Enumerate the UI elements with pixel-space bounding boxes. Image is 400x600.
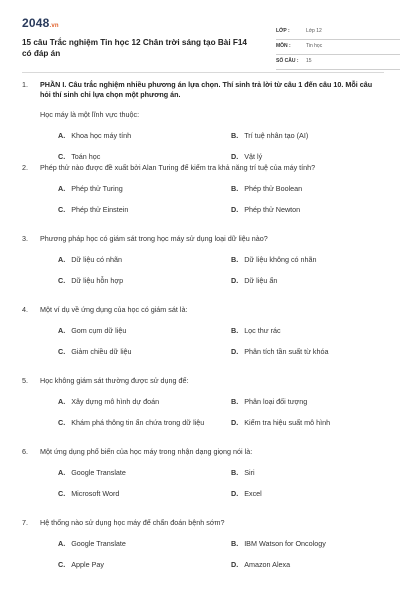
question-3 (22, 234, 384, 305)
option-text: Toán học (71, 152, 101, 161)
option-letter: C. (58, 152, 66, 161)
option-c[interactable] (58, 347, 132, 356)
question-5 (22, 376, 384, 447)
options-row (40, 489, 384, 499)
option-text: Phân loại đối tượng (244, 397, 308, 406)
option-b[interactable] (231, 326, 281, 335)
option-c[interactable] (58, 152, 100, 161)
options-row (40, 255, 384, 265)
meta-key: LỚP : (276, 28, 290, 34)
question-number: 3. (22, 234, 28, 243)
question-list (22, 80, 384, 578)
question-heading (22, 305, 384, 315)
option-c[interactable] (58, 418, 204, 427)
option-letter: C. (58, 489, 66, 498)
page-header (22, 12, 384, 64)
option-d[interactable] (231, 276, 277, 285)
option-letter: D. (231, 205, 239, 214)
meta-value: Tin học (306, 43, 323, 49)
option-a[interactable] (58, 539, 126, 548)
options-row (40, 152, 384, 162)
question-number: 7. (22, 518, 28, 527)
question-text: Phương pháp học có giám sát trong học máy sử dụng loại dữ liệu nào? (40, 234, 268, 243)
logo-suffix: .vn (49, 23, 59, 29)
options-row (40, 184, 384, 194)
option-text: Amazon Alexa (244, 560, 291, 569)
site-logo[interactable] (22, 16, 59, 30)
option-text: Google Translate (71, 468, 126, 477)
option-b[interactable] (231, 131, 308, 140)
option-d[interactable] (231, 489, 262, 498)
option-d[interactable] (231, 418, 330, 427)
option-b[interactable] (231, 397, 307, 406)
question-heading (22, 234, 384, 244)
option-b[interactable] (231, 468, 255, 477)
option-text: Dữ liệu ẩn (244, 276, 278, 285)
options-row (40, 539, 384, 549)
options (22, 255, 384, 286)
option-text: Dữ liệu không có nhãn (244, 255, 317, 264)
question-2 (22, 163, 384, 234)
header-divider (22, 72, 384, 73)
page-title: 15 câu Trắc nghiệm Tin học 12 Chân trời sáng tạo Bài F14 có đáp án (22, 38, 247, 58)
option-letter: B. (231, 397, 239, 406)
meta-row-class (276, 26, 400, 40)
option-letter: A. (58, 131, 66, 140)
option-text: Xây dựng mô hình dự đoán (71, 397, 160, 406)
option-text: Trí tuệ nhân tạo (AI) (244, 131, 309, 140)
options-row (40, 131, 384, 141)
options-row (40, 418, 384, 428)
option-a[interactable] (58, 468, 126, 477)
question-4 (22, 305, 384, 376)
option-text: Dữ liệu hỗn hợp (71, 276, 124, 285)
question-text: Hệ thống nào sử dụng học máy để chẩn đoán bệnh sớm? (40, 518, 225, 527)
option-a[interactable] (58, 184, 123, 193)
option-b[interactable] (231, 255, 317, 264)
option-letter: C. (58, 560, 66, 569)
option-d[interactable] (231, 152, 262, 161)
question-text: Một ứng dụng phổ biến của học máy trong nhận dạng giọng nói là: (40, 447, 253, 456)
option-letter: B. (231, 326, 239, 335)
option-text: Excel (244, 489, 262, 498)
options-row (40, 205, 384, 215)
meta-key: SỐ CÂU : (276, 58, 299, 64)
meta-row-count (276, 56, 400, 70)
logo-main: 2048 (22, 16, 50, 30)
meta-key: MÔN : (276, 43, 291, 49)
option-text: IBM Watson for Oncology (244, 539, 326, 548)
question-number: 4. (22, 305, 28, 314)
question-number: 1. (22, 80, 28, 89)
option-text: Microsoft Word (71, 489, 120, 498)
option-a[interactable] (58, 131, 131, 140)
option-c[interactable] (58, 276, 123, 285)
question-1 (22, 80, 384, 163)
option-text: Vật lý (244, 152, 263, 161)
option-letter: C. (58, 347, 66, 356)
option-c[interactable] (58, 489, 119, 498)
options (22, 131, 384, 162)
options-row (40, 326, 384, 336)
option-text: Phép thử Turing (71, 184, 123, 193)
options (22, 539, 384, 570)
options (22, 397, 384, 428)
question-heading (22, 163, 384, 173)
option-letter: D. (231, 276, 239, 285)
options-row (40, 276, 384, 286)
option-letter: D. (231, 489, 239, 498)
question-7 (22, 518, 384, 578)
option-letter: A. (58, 184, 66, 193)
option-text: Phân tích tần suất từ khóa (244, 347, 329, 356)
option-letter: A. (58, 468, 66, 477)
option-text: Giảm chiều dữ liệu (71, 347, 132, 356)
meta-info (276, 26, 400, 71)
option-letter: A. (58, 539, 66, 548)
option-text: Dữ liệu có nhãn (71, 255, 122, 264)
option-letter: B. (231, 539, 239, 548)
option-text: Apple Pay (71, 560, 104, 569)
meta-row-subject (276, 41, 400, 55)
option-text: Siri (244, 468, 255, 477)
option-text: Phép thử Einstein (71, 205, 129, 214)
question-number: 6. (22, 447, 28, 456)
option-letter: B. (231, 131, 239, 140)
option-b[interactable] (231, 539, 326, 548)
option-letter: C. (58, 418, 66, 427)
option-c[interactable] (58, 205, 128, 214)
option-letter: B. (231, 255, 239, 264)
question-text: Học máy là một lĩnh vực thuộc: (40, 110, 140, 119)
question-heading (22, 518, 384, 528)
option-a[interactable] (58, 255, 122, 264)
option-text: Kiểm tra hiệu suất mô hình (244, 418, 331, 427)
option-c[interactable] (58, 560, 104, 569)
option-letter: B. (231, 468, 239, 477)
option-letter: A. (58, 397, 66, 406)
option-letter: C. (58, 205, 66, 214)
option-letter: D. (231, 152, 239, 161)
option-letter: A. (58, 255, 66, 264)
option-text: Lọc thư rác (244, 326, 281, 335)
question-heading (22, 447, 384, 457)
option-text: Khoa học máy tính (71, 131, 132, 140)
question-text: Học không giám sát thường được sử dụng để: (40, 376, 189, 385)
meta-value: Lớp 12 (306, 28, 322, 34)
option-d[interactable] (231, 560, 290, 569)
options (22, 468, 384, 499)
question-heading (22, 376, 384, 386)
option-text: Phép thử Boolean (244, 184, 303, 193)
option-text: Khám phá thông tin ẩn chứa trong dữ liệu (71, 418, 205, 427)
options-row (40, 397, 384, 407)
question-text: Phép thử nào được đề xuất bởi Alan Turing để kiểm tra khả năng trí tuệ của máy tính? (40, 163, 316, 172)
question-6 (22, 447, 384, 518)
option-d[interactable] (231, 347, 329, 356)
part-instructions: PHẦN I. Câu trắc nghiệm nhiều phương án lựa chọn. Thí sinh trả lời từ câu 1 đến câu 10. Mỗi câu hỏi thí sinh chỉ lựa chọn một phương án. (40, 80, 373, 99)
option-letter: A. (58, 326, 66, 335)
part-heading (22, 80, 384, 100)
options (22, 184, 384, 215)
question-text: Một ví dụ về ứng dụng của học có giám sát là: (40, 305, 188, 314)
option-text: Phép thử Newton (244, 205, 301, 214)
meta-value: 15 (306, 58, 312, 64)
question-number: 5. (22, 376, 28, 385)
option-d[interactable] (231, 205, 300, 214)
option-letter: C. (58, 276, 66, 285)
question-number: 2. (22, 163, 28, 172)
options-row (40, 560, 384, 570)
option-letter: D. (231, 347, 239, 356)
option-letter: D. (231, 560, 239, 569)
option-a[interactable] (58, 326, 126, 335)
option-letter: D. (231, 418, 239, 427)
option-a[interactable] (58, 397, 159, 406)
option-text: Gom cụm dữ liệu (71, 326, 127, 335)
option-text: Google Translate (71, 539, 126, 548)
options (22, 326, 384, 357)
options-row (40, 347, 384, 357)
options-row (40, 468, 384, 478)
option-b[interactable] (231, 184, 302, 193)
option-letter: B. (231, 184, 239, 193)
